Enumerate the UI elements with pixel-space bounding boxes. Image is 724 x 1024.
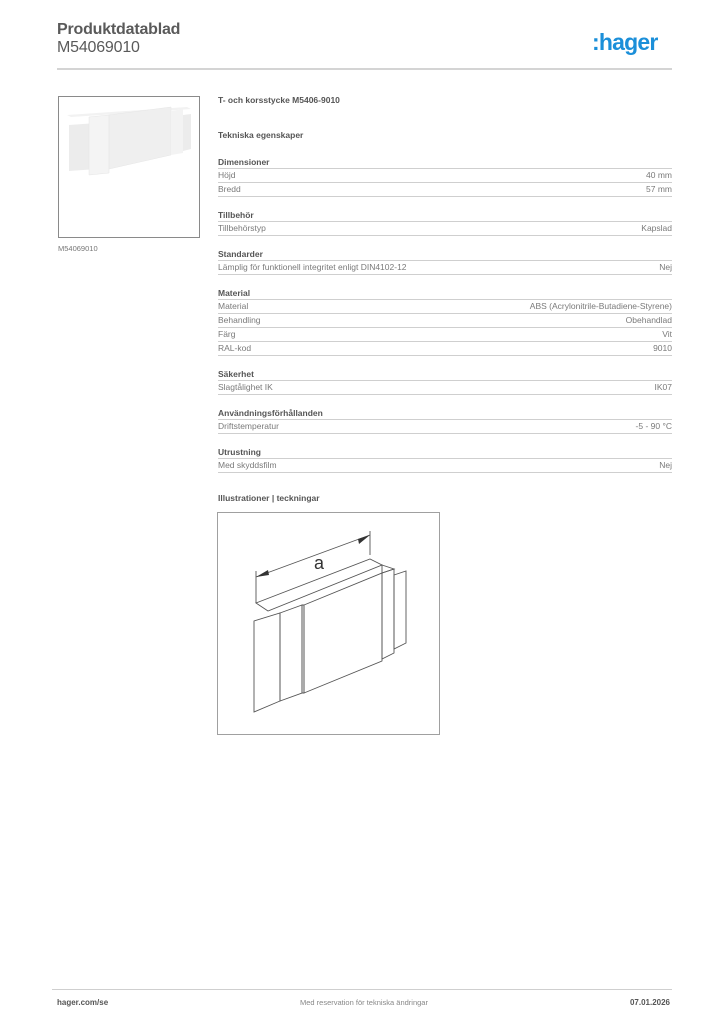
group-title: Dimensioner xyxy=(218,156,672,169)
footer-divider xyxy=(52,989,672,990)
group-title: Utrustning xyxy=(218,446,672,459)
product-image-caption: M54069010 xyxy=(58,244,98,253)
product-photo-icon xyxy=(59,97,199,237)
header-title: Produktdatablad xyxy=(57,21,181,38)
spec-value: Nej xyxy=(659,262,672,272)
spec-label: Material xyxy=(218,301,249,311)
spec-row xyxy=(218,300,672,314)
spec-value: Vit xyxy=(662,329,672,339)
spec-row xyxy=(218,328,672,342)
footer-date: 07.01.2026 xyxy=(629,998,670,1007)
spec-group-operating-conditions xyxy=(218,407,672,434)
spec-value: Nej xyxy=(659,460,672,470)
spec-label: Färg xyxy=(218,329,236,339)
group-title: Säkerhet xyxy=(218,368,672,381)
hager-logo: :hager xyxy=(592,29,658,55)
spec-value: -5 - 90 °C xyxy=(635,421,672,431)
spec-group-standards xyxy=(218,248,672,275)
group-title: Material xyxy=(218,287,672,300)
section-title: Tekniska egenskaper xyxy=(218,130,304,140)
spec-label: Tillbehörstyp xyxy=(218,223,266,233)
spec-label: Driftstemperatur xyxy=(218,421,279,431)
spec-group-equipment xyxy=(218,446,672,473)
spec-row xyxy=(218,420,672,434)
dimension-drawing-icon xyxy=(218,513,439,734)
dimension-label: a xyxy=(314,553,325,573)
spec-row xyxy=(218,261,672,275)
spec-row xyxy=(218,222,672,236)
footer-website-link[interactable]: hager.com/se xyxy=(57,998,109,1007)
illustrations-title: Illustrationer | teckningar xyxy=(218,493,320,503)
spec-label: Med skyddsfilm xyxy=(218,460,277,470)
spec-content xyxy=(218,95,672,507)
spec-value: 9010 xyxy=(653,343,672,353)
spec-label: Behandling xyxy=(218,315,261,325)
product-name: T- och korsstycke M5406-9010 xyxy=(218,95,340,105)
spec-row xyxy=(218,314,672,328)
spec-group-dimensions xyxy=(218,156,672,197)
header-divider xyxy=(57,68,672,70)
spec-row xyxy=(218,183,672,197)
spec-value: 57 mm xyxy=(646,184,672,194)
spec-value: IK07 xyxy=(654,382,672,392)
spec-label: Bredd xyxy=(218,184,241,194)
technical-drawing xyxy=(217,512,440,735)
spec-label: RAL-kod xyxy=(218,343,252,353)
spec-row xyxy=(218,342,672,356)
spec-group-material xyxy=(218,287,672,356)
spec-value: Obehandlad xyxy=(625,315,672,325)
spec-label: Lämplig för funktionell integritet enligt DIN4102-12 xyxy=(218,262,407,272)
group-title: Tillbehör xyxy=(218,209,672,222)
spec-value: ABS (Acrylonitrile-Butadiene-Styrene) xyxy=(529,301,672,311)
footer-disclaimer: Med reservation för tekniska ändringar xyxy=(300,998,428,1007)
spec-group-accessories xyxy=(218,209,672,236)
spec-value: Kapslad xyxy=(641,223,672,233)
group-title: Standarder xyxy=(218,248,672,261)
product-image xyxy=(58,96,200,238)
spec-row xyxy=(218,381,672,395)
header-product-code: M54069010 xyxy=(57,39,140,56)
spec-value: 40 mm xyxy=(646,170,672,180)
spec-row xyxy=(218,169,672,183)
spec-row xyxy=(218,459,672,473)
spec-label: Höjd xyxy=(218,170,236,180)
spec-label: Slagtålighet IK xyxy=(218,382,273,392)
spec-group-safety xyxy=(218,368,672,395)
group-title: Användningsförhållanden xyxy=(218,407,672,420)
